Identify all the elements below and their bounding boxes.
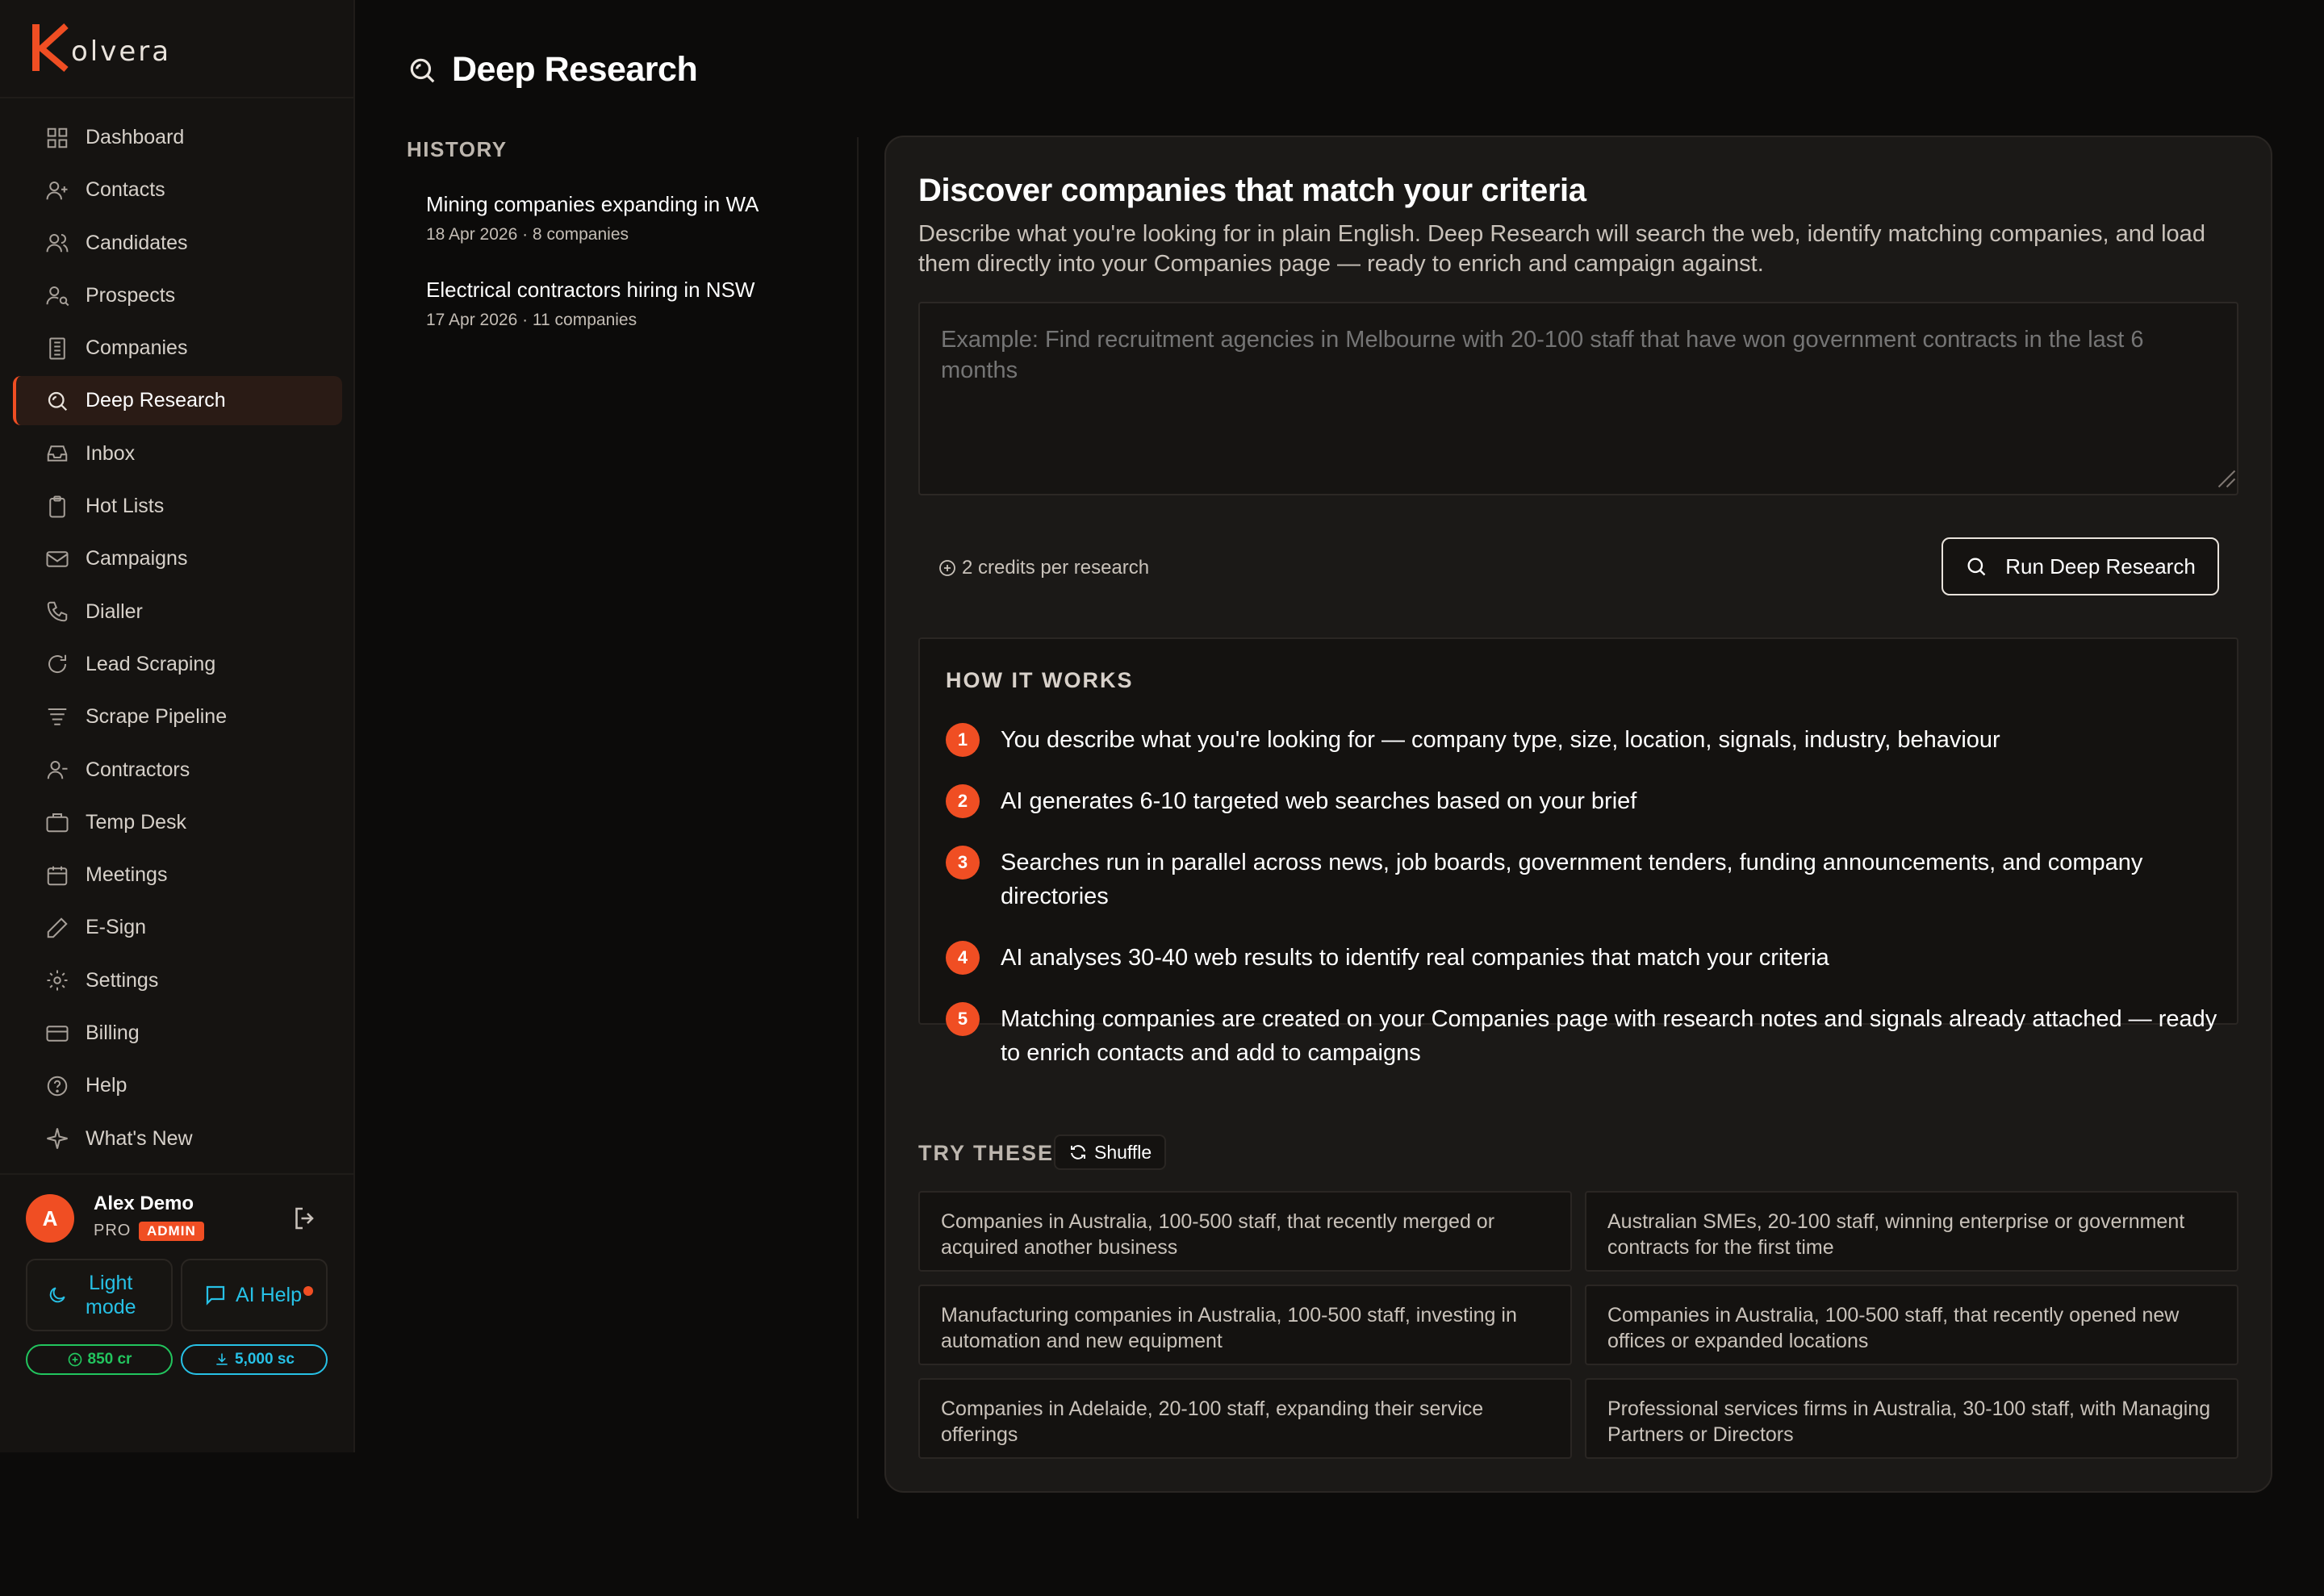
credits-note-text: 2 credits per research <box>962 557 1150 579</box>
step-text: Searches run in parallel across news, job boards, government tenders, funding announcements, and company directories <box>1001 850 2143 909</box>
phone-icon <box>45 600 69 624</box>
logout-icon[interactable] <box>290 1204 320 1233</box>
run-deep-research-button[interactable] <box>1942 537 2219 595</box>
how-it-works-box <box>918 637 2238 1066</box>
plus-circle-icon <box>67 1352 83 1368</box>
sidebar-item-prospects[interactable] <box>13 271 342 320</box>
sidebar-nav <box>13 113 342 1167</box>
sidebar-item-label: Lead Scraping <box>86 652 216 675</box>
step-number: 5 <box>946 1002 980 1036</box>
building-icon <box>45 336 69 361</box>
shuffle-button[interactable] <box>1054 1134 1166 1170</box>
inbox-icon <box>45 441 69 466</box>
refresh-icon <box>1068 1143 1088 1162</box>
user-search-icon <box>45 283 69 307</box>
sidebar-item-dashboard[interactable] <box>13 113 342 162</box>
suggestion-card[interactable]: Companies in Australia, 100-500 staff, that recently opened new offices or expanded locations <box>1585 1285 2238 1365</box>
sidebar-item-label: Settings <box>86 968 159 992</box>
step-text: Matching companies are created on your Companies page with research notes and signals already attached — ready to enrich contacts and add to campaigns <box>1001 1006 2217 1066</box>
sidebar-item-label: Billing <box>86 1022 140 1045</box>
sidebar-item-label: Scrape Pipeline <box>86 705 228 729</box>
sidebar-item-meetings[interactable] <box>13 850 342 900</box>
help-circle-icon <box>45 1074 69 1098</box>
download-icon <box>214 1352 230 1368</box>
sparkle-icon <box>45 1126 69 1151</box>
how-step <box>946 1002 2221 1070</box>
suggestion-card[interactable]: Companies in Adelaide, 20-100 staff, expanding their service offerings <box>918 1378 1572 1459</box>
users-icon <box>45 231 69 255</box>
shuffle-label: Shuffle <box>1094 1141 1152 1163</box>
step-text: AI generates 6-10 targeted web searches based on your brief <box>1001 788 1637 814</box>
sidebar-item-scrape-pipeline[interactable] <box>13 692 342 742</box>
search-icon <box>1965 555 1988 578</box>
step-text: You describe what you're looking for — company type, size, location, signals, industry, behaviour <box>1001 727 2000 753</box>
credits-pill[interactable] <box>26 1344 173 1375</box>
suggestion-card[interactable]: Professional services firms in Australia, 30-100 staff, with Managing Partners or Directors <box>1585 1378 2238 1459</box>
history-item[interactable] <box>426 192 846 244</box>
sidebar-item-companies[interactable] <box>13 324 342 373</box>
suggestion-card[interactable]: Australian SMEs, 20-100 staff, winning enterprise or government contracts for the first time <box>1585 1191 2238 1272</box>
run-button-label: Run Deep Research <box>2005 554 2196 579</box>
scrape-credits-value: 5,000 sc <box>235 1351 295 1368</box>
kolvera-logo-icon <box>31 23 76 73</box>
how-step <box>946 846 2221 913</box>
mode-label-line1: Light <box>89 1272 133 1294</box>
resize-handle-icon[interactable] <box>2213 465 2237 489</box>
sidebar-item-label: Temp Desk <box>86 810 187 834</box>
history-item-title: Mining companies expanding in WA <box>426 192 759 216</box>
panel-description: Describe what you're looking for in plain English. Deep Research will search the web, identify matching companies, and load them directly into your Companies page — ready to enrich and campaign against. <box>918 221 2205 277</box>
how-step <box>946 784 2221 818</box>
sidebar-item-label: E-Sign <box>86 916 147 939</box>
sidebar-item-whats-new[interactable] <box>13 1114 342 1164</box>
light-mode-button[interactable] <box>26 1259 173 1331</box>
scrape-credits-pill[interactable] <box>181 1344 328 1375</box>
sidebar-item-billing[interactable] <box>13 1009 342 1058</box>
credits-value: 850 cr <box>87 1351 132 1368</box>
how-step <box>946 723 2221 757</box>
history-divider <box>857 137 859 1519</box>
sidebar-item-label: Dashboard <box>86 126 185 148</box>
moon-icon <box>47 1285 68 1306</box>
panel-title: Discover companies that match your criteria <box>918 173 1586 208</box>
user-plan: PRO <box>94 1222 132 1239</box>
sidebar-item-settings[interactable] <box>13 956 342 1005</box>
admin-badge: ADMIN <box>139 1222 204 1241</box>
pen-icon <box>45 916 69 940</box>
sidebar-item-inbox[interactable] <box>13 429 342 478</box>
calendar-icon <box>45 863 69 888</box>
suggestion-card[interactable]: Companies in Australia, 100-500 staff, that recently merged or acquired another business <box>918 1191 1572 1272</box>
chat-icon <box>203 1283 228 1307</box>
sidebar-item-candidates[interactable] <box>13 219 342 268</box>
step-text: AI analyses 30-40 web results to identify real companies that match your criteria <box>1001 945 1829 971</box>
clipboard-icon <box>45 495 69 519</box>
suggestion-card[interactable]: Manufacturing companies in Australia, 100-500 staff, investing in automation and new equipment <box>918 1285 1572 1365</box>
sidebar-item-label: What's New <box>86 1126 193 1150</box>
sidebar-item-label: Help <box>86 1074 127 1097</box>
sidebar-item-label: Contacts <box>86 178 165 202</box>
gear-icon <box>45 968 69 992</box>
sidebar-item-label: Candidates <box>86 231 188 254</box>
history-item-meta: 18 Apr 2026 · 8 companies <box>426 225 629 244</box>
sidebar-item-deep-research[interactable] <box>13 376 342 425</box>
sidebar-item-label: Prospects <box>86 283 176 307</box>
research-brief-input[interactable] <box>918 302 2238 495</box>
history-item[interactable] <box>426 278 846 330</box>
sidebar-item-help[interactable] <box>13 1061 342 1110</box>
mode-label-line2: mode <box>86 1296 136 1318</box>
logo-text: olvera <box>71 36 172 68</box>
step-number: 4 <box>946 941 980 975</box>
step-number: 3 <box>946 846 980 879</box>
sidebar-item-label: Dialler <box>86 600 143 623</box>
user-icon <box>45 758 69 782</box>
sidebar-item-dialler[interactable] <box>13 587 342 637</box>
page-title-text: Deep Research <box>452 50 698 89</box>
grid-icon <box>45 126 69 150</box>
sidebar-item-temp-desk[interactable] <box>13 798 342 847</box>
refresh-icon <box>45 652 69 676</box>
sidebar-item-hot-lists[interactable] <box>13 482 342 531</box>
sidebar-item-label: Companies <box>86 336 188 360</box>
plus-circle-icon <box>938 558 957 578</box>
page-title <box>407 50 697 90</box>
history-item-meta: 17 Apr 2026 · 11 companies <box>426 311 637 329</box>
user-name: Alex Demo <box>94 1193 194 1214</box>
sidebar-item-lead-scraping[interactable] <box>13 640 342 689</box>
try-these-heading: TRY THESE <box>918 1141 1055 1165</box>
filter-icon <box>45 705 69 729</box>
history-item-title: Electrical contractors hiring in NSW <box>426 278 755 302</box>
how-it-works-heading: HOW IT WORKS <box>946 668 1134 692</box>
mail-icon <box>45 547 69 571</box>
briefcase-icon <box>45 810 69 834</box>
user-divider <box>0 1173 355 1175</box>
sidebar-item-campaigns[interactable] <box>13 534 342 583</box>
history-heading: HISTORY <box>407 137 508 161</box>
ai-help-button[interactable] <box>181 1259 328 1331</box>
user-plus-icon <box>45 178 69 203</box>
sidebar-item-label: Campaigns <box>86 547 188 570</box>
sidebar-item-contractors[interactable] <box>13 746 342 795</box>
research-panel <box>884 136 2272 1493</box>
logo[interactable] <box>31 23 171 73</box>
sidebar-item-label: Hot Lists <box>86 495 165 518</box>
sidebar-divider <box>0 97 355 98</box>
sidebar <box>0 0 355 1452</box>
search-icon <box>45 389 69 413</box>
user-profile <box>24 1193 331 1257</box>
sidebar-item-label: Meetings <box>86 863 168 887</box>
avatar[interactable]: A <box>26 1194 74 1243</box>
step-number: 2 <box>946 784 980 818</box>
ai-help-label: AI Help <box>236 1283 302 1306</box>
search-icon <box>407 55 437 86</box>
notification-dot <box>303 1286 313 1296</box>
sidebar-item-label: Deep Research <box>86 389 226 412</box>
credits-note <box>938 557 1149 579</box>
sidebar-item-label: Contractors <box>86 758 190 781</box>
credit-card-icon <box>45 1022 69 1046</box>
sidebar-item-e-sign[interactable] <box>13 903 342 952</box>
how-step <box>946 941 2221 975</box>
step-number: 1 <box>946 723 980 757</box>
sidebar-item-contacts[interactable] <box>13 165 342 215</box>
sidebar-item-label: Inbox <box>86 441 136 465</box>
